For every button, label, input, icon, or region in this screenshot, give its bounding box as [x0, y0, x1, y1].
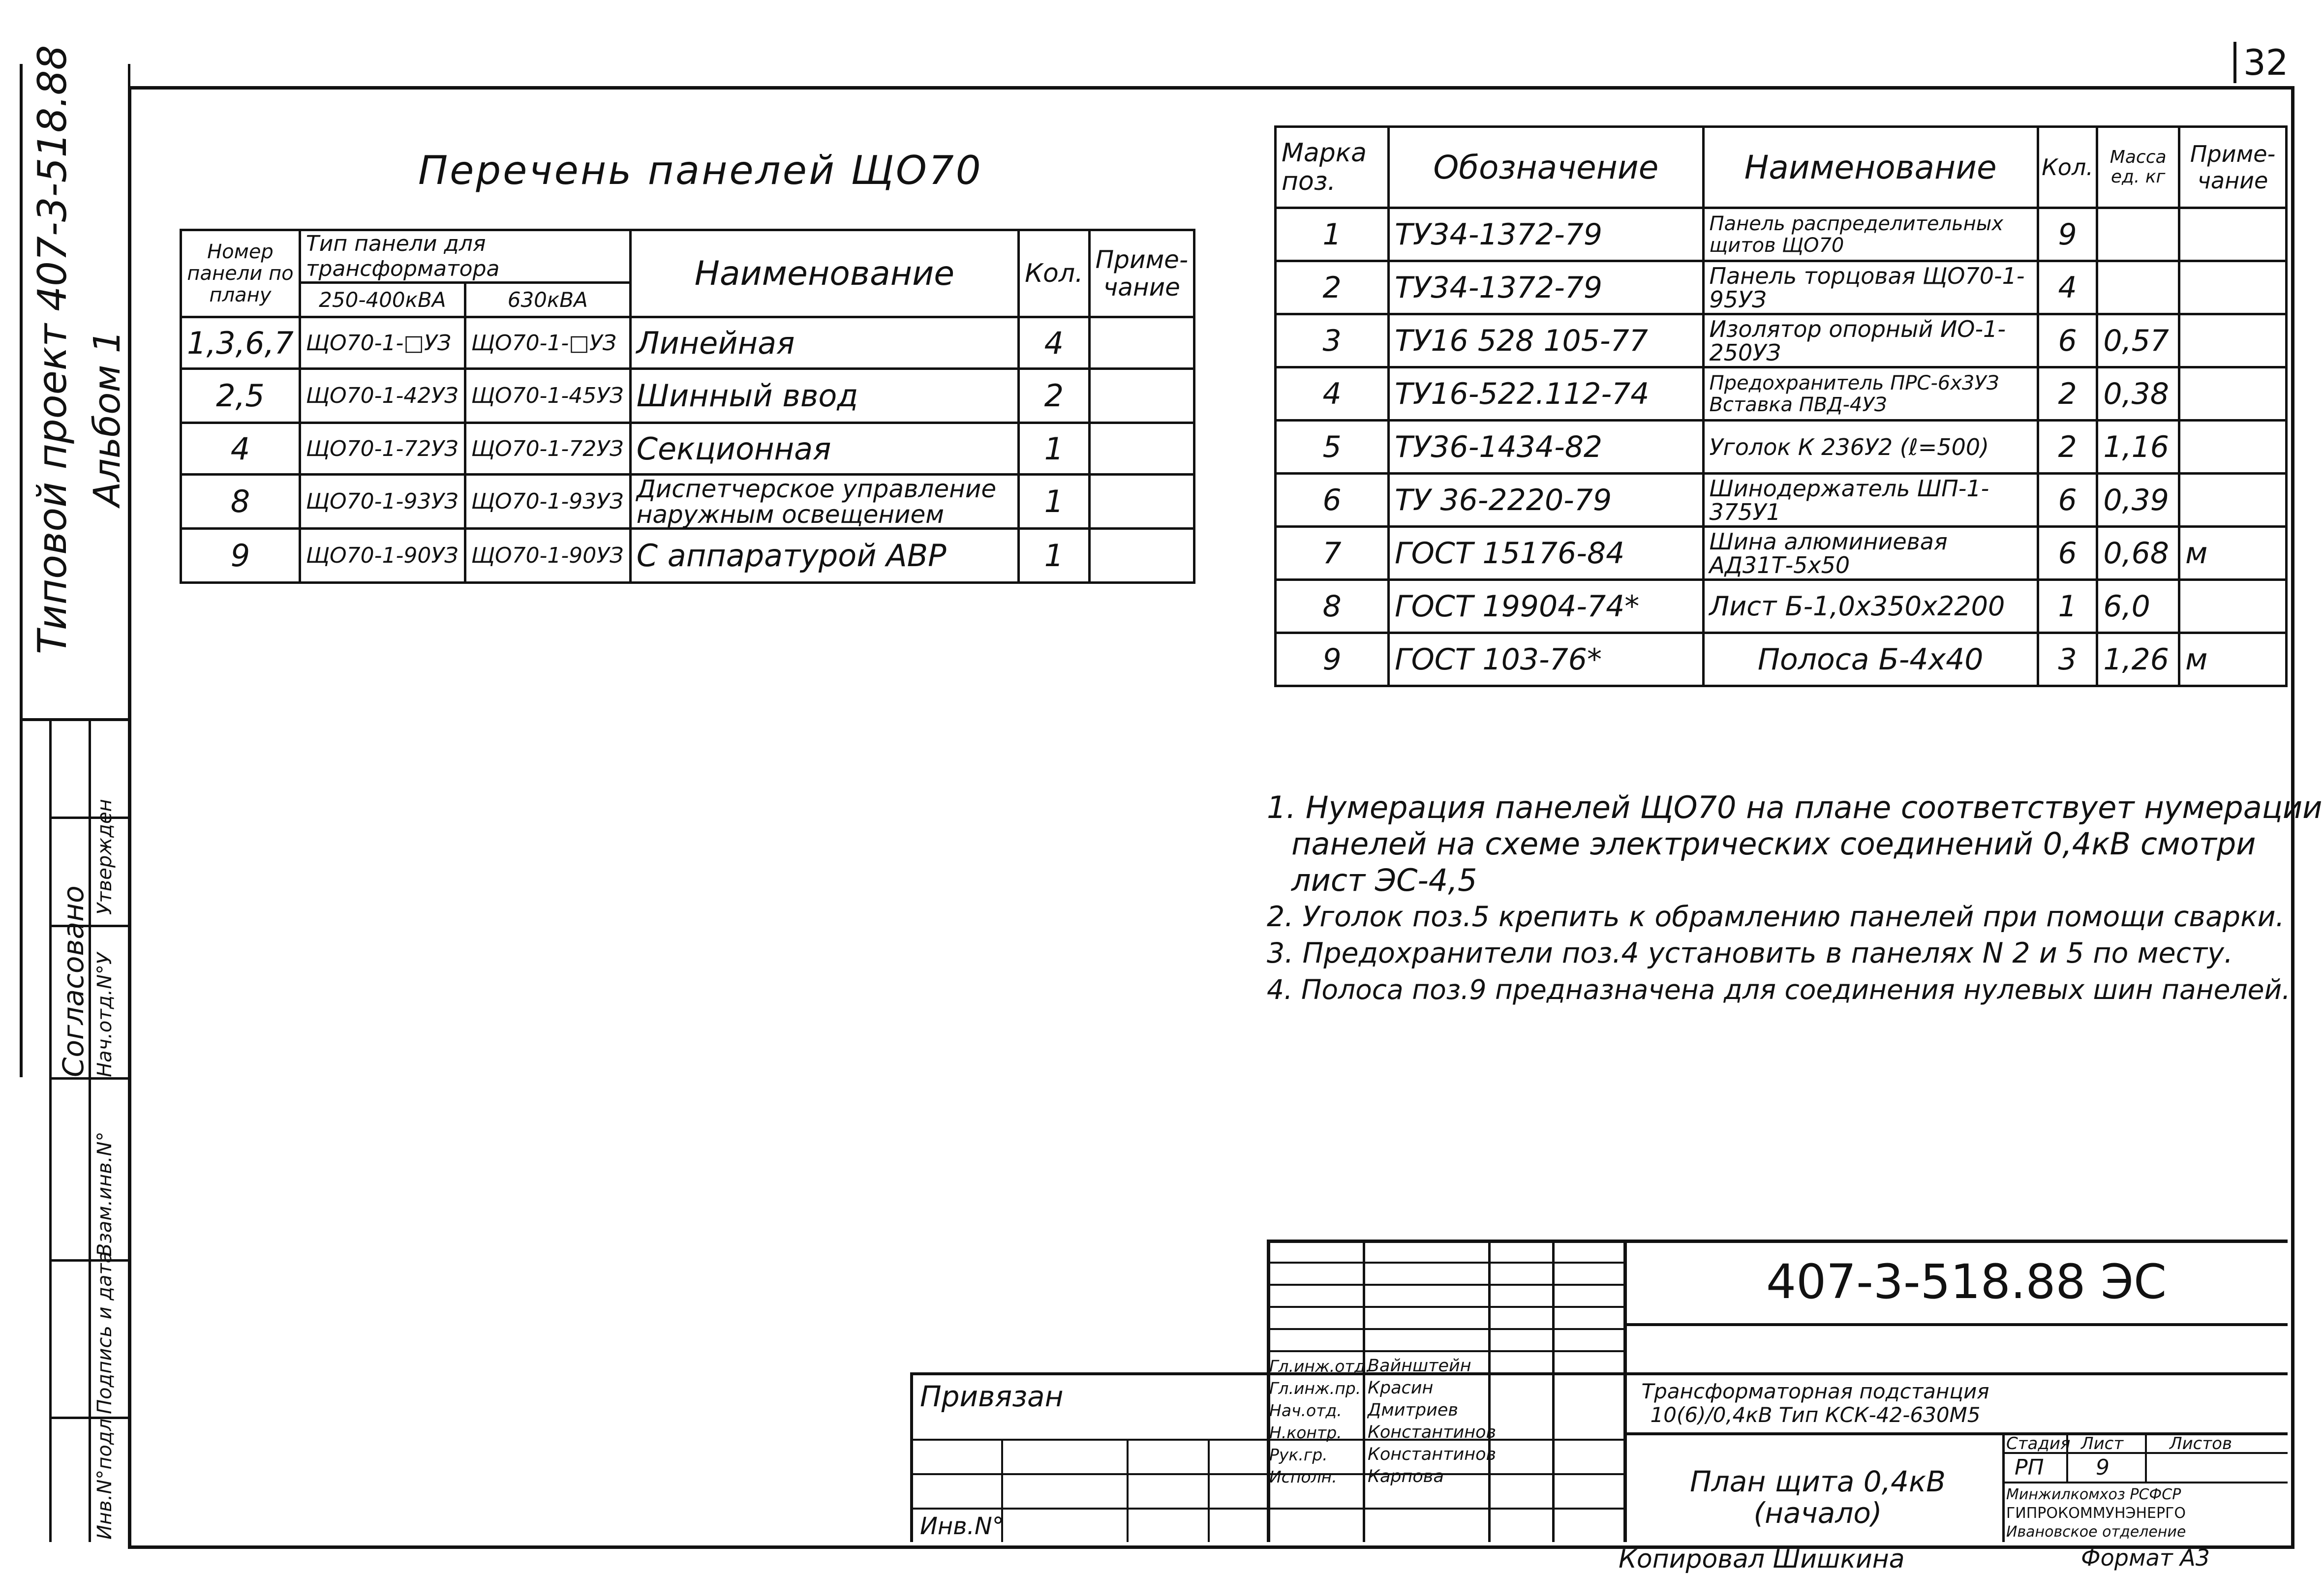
name-label: Вайнштейн — [1368, 1356, 1471, 1376]
cell-qty: 2 — [2038, 421, 2097, 474]
header-designation: Обозначение — [1389, 127, 1703, 208]
cell-note — [2179, 474, 2287, 527]
table-row — [181, 529, 1194, 583]
format-label: Формат А3 — [2081, 1544, 2210, 1571]
cell-mass: 0,57 — [2097, 314, 2179, 367]
table-row — [1276, 367, 2287, 421]
cell-type-b: ЩО70-1-72УЗ — [465, 423, 630, 475]
cell-note — [2179, 421, 2287, 474]
copied-by: Копировал Шишкина — [1619, 1544, 1905, 1574]
cell-type-a: ЩО70-1-72УЗ — [300, 423, 465, 475]
cell-mass — [2097, 261, 2179, 314]
cell-mass: 1,16 — [2097, 421, 2179, 474]
cell-name: Панель распределительных щитов ЩО70 — [1703, 208, 2038, 261]
org-line: Минжилкомхоз РСФСР — [2006, 1486, 2181, 1503]
name-label: Карпова — [1368, 1467, 1444, 1486]
cell-note — [1089, 475, 1194, 529]
replace-inv-label: Взам.инв.N° — [93, 1131, 116, 1257]
cell-num: 4 — [181, 423, 300, 475]
panels-table — [180, 229, 1195, 584]
cell-qty: 6 — [2038, 474, 2097, 527]
cell-designation: ТУ34-1372-79 — [1389, 208, 1703, 261]
doc-code: 407-3-518.88 ЭС — [1766, 1254, 2167, 1309]
cell-note: м — [2179, 633, 2287, 686]
cell-qty: 2 — [2038, 367, 2097, 421]
cell-pos: 5 — [1276, 421, 1389, 474]
cell-qty: 4 — [2038, 261, 2097, 314]
role-label: Гл.инж.пр. — [1269, 1379, 1361, 1398]
sign-date-label: Подпись и дата — [93, 1251, 116, 1414]
cell-mass: 6,0 — [2097, 580, 2179, 633]
sheet-title: План щита 0,4кВ (начало) — [1690, 1465, 1946, 1530]
cell-designation: ГОСТ 19904-74* — [1389, 580, 1703, 633]
cell-type-b: ЩО70-1-□УЗ — [465, 317, 630, 369]
cell-num: 9 — [181, 529, 300, 583]
cell-designation: ГОСТ 15176-84 — [1389, 527, 1703, 580]
role-label: Нач.отд. — [1269, 1401, 1342, 1420]
cell-pos: 1 — [1276, 208, 1389, 261]
cell-pos: 7 — [1276, 527, 1389, 580]
cell-num: 8 — [181, 475, 300, 529]
sidebar — [20, 45, 128, 1542]
cell-mass — [2097, 208, 2179, 261]
header-name: Наименование — [1703, 127, 2038, 208]
cell-num: 2,5 — [181, 369, 300, 423]
panels-list-title: Перечень панелей ЩО70 — [418, 148, 983, 193]
cell-qty: 9 — [2038, 208, 2097, 261]
cell-name: Полоса Б-4х40 — [1703, 633, 2038, 686]
table-row — [1276, 527, 2287, 580]
cell-qty: 2 — [1019, 369, 1090, 423]
cell-designation: ТУ34-1372-79 — [1389, 261, 1703, 314]
cell-designation: ТУ36-1434-82 — [1389, 421, 1703, 474]
cell-qty: 1 — [1019, 475, 1090, 529]
cell-pos: 6 — [1276, 474, 1389, 527]
header-type-a: 250-400кВА — [300, 283, 465, 317]
cell-pos: 8 — [1276, 580, 1389, 633]
table-row — [181, 317, 1194, 369]
table-row — [1276, 421, 2287, 474]
stage-value: РП — [2015, 1455, 2044, 1480]
cell-qty: 1 — [1019, 423, 1090, 475]
header-qty: Кол. — [1019, 230, 1090, 317]
table-row — [181, 423, 1194, 475]
cell-name: Предохранитель ПРС-6х3УЗ Вставка ПВД-4УЗ — [1703, 367, 2038, 421]
cell-pos: 4 — [1276, 367, 1389, 421]
table-row — [1276, 314, 2287, 367]
cell-note — [2179, 367, 2287, 421]
cell-qty: 3 — [2038, 633, 2097, 686]
cell-type-a: ЩО70-1-□УЗ — [300, 317, 465, 369]
cell-qty: 1 — [1019, 529, 1090, 583]
cell-mass: 1,26 — [2097, 633, 2179, 686]
org-line: Ивановское отделение — [2006, 1523, 2186, 1541]
cell-name: Уголок К 236У2 (ℓ=500) — [1703, 421, 2038, 474]
role-label: Исполн. — [1269, 1467, 1337, 1486]
table-row — [1276, 633, 2287, 686]
cell-note — [1089, 423, 1194, 475]
table-row — [1276, 580, 2287, 633]
header-qty: Кол. — [2038, 127, 2097, 208]
cell-mass: 0,38 — [2097, 367, 2179, 421]
cell-name: Шинный ввод — [630, 369, 1018, 423]
name-label: Красин — [1368, 1378, 1434, 1398]
header-num: Номер панели по плану — [181, 230, 300, 317]
cell-pos: 9 — [1276, 633, 1389, 686]
note-line: лист ЭС-4,5 — [1291, 862, 1477, 898]
inv-orig-label: Инв.N°подл — [93, 1418, 116, 1540]
cell-designation: ТУ16 528 105-77 — [1389, 314, 1703, 367]
cell-note — [2179, 314, 2287, 367]
sheet-label: Лист — [2081, 1434, 2124, 1453]
cell-note — [2179, 580, 2287, 633]
header-pos: Марка поз. — [1276, 127, 1389, 208]
cell-name: Линейная — [630, 317, 1018, 369]
privyazan-label: Привязан — [920, 1380, 1064, 1413]
cell-type-a: ЩО70-1-93УЗ — [300, 475, 465, 529]
name-label: Константинов — [1368, 1423, 1497, 1442]
cell-qty: 1 — [2038, 580, 2097, 633]
role-label: Гл.инж.отд. — [1269, 1357, 1371, 1376]
note-line: 3. Предохранители поз.4 установить в панелях N 2 и 5 по месту. — [1267, 937, 2233, 969]
org-line: ГИПРОКОММУНЭНЕРГО — [2006, 1505, 2186, 1522]
cell-note — [2179, 208, 2287, 261]
note-line: панелей на схеме электрических соединений 0,4кВ смотри — [1291, 826, 2256, 862]
page-number: 32 — [2233, 42, 2289, 83]
header-name: Наименование — [630, 230, 1018, 317]
header-type-group: Тип панели для трансформатора — [300, 230, 630, 283]
cell-designation: ТУ16-522.112-74 — [1389, 367, 1703, 421]
cell-name: Диспетчерское управление наружным освещением — [630, 475, 1018, 529]
cell-name: Шинодержатель ШП-1-375У1 — [1703, 474, 2038, 527]
cell-name: С аппаратурой АВР — [630, 529, 1018, 583]
header-note: Приме- чание — [2179, 127, 2287, 208]
project-title: Типовой проект 407-3-518.88 — [30, 45, 75, 654]
cell-name: Шина алюминиевая АД31Т-5х50 — [1703, 527, 2038, 580]
cell-name: Изолятор опорный ИО-1-250УЗ — [1703, 314, 2038, 367]
role-label: Н.контр. — [1269, 1423, 1342, 1442]
table-row — [181, 369, 1194, 423]
sheets-label: Листов — [2170, 1434, 2232, 1453]
roles-column — [1269, 1355, 1371, 1488]
name-label: Дмитриев — [1368, 1400, 1459, 1420]
spec-table — [1274, 125, 2288, 687]
cell-note: м — [2179, 527, 2287, 580]
sheet-value: 9 — [2096, 1455, 2110, 1480]
cell-qty: 6 — [2038, 527, 2097, 580]
cell-mass: 0,68 — [2097, 527, 2179, 580]
cell-pos: 3 — [1276, 314, 1389, 367]
table-row — [181, 475, 1194, 529]
stage-label: Стадия — [2006, 1434, 2071, 1453]
note-line: 4. Полоса поз.9 предназначена для соединения нулевых шин панелей. — [1267, 974, 2291, 1005]
album-label: Альбом 1 — [86, 330, 128, 507]
header-note: Приме- чание — [1089, 230, 1194, 317]
cell-pos: 2 — [1276, 261, 1389, 314]
cell-mass: 0,39 — [2097, 474, 2179, 527]
cell-note — [1089, 369, 1194, 423]
title-block — [910, 1240, 2288, 1542]
cell-type-a: ЩО70-1-42УЗ — [300, 369, 465, 423]
cell-note — [1089, 529, 1194, 583]
table-row — [1276, 261, 2287, 314]
header-type-b: 630кВА — [465, 283, 630, 317]
cell-note — [1089, 317, 1194, 369]
cell-designation: ТУ 36-2220-79 — [1389, 474, 1703, 527]
name-label: Константинов — [1368, 1445, 1497, 1464]
cell-qty: 4 — [1019, 317, 1090, 369]
cell-qty: 6 — [2038, 314, 2097, 367]
cell-type-a: ЩО70-1-90УЗ — [300, 529, 465, 583]
cell-designation: ГОСТ 103-76* — [1389, 633, 1703, 686]
cell-name: Лист Б-1,0х350х2200 — [1703, 580, 2038, 633]
cell-type-b: ЩО70-1-45УЗ — [465, 369, 630, 423]
head-dept-label: Нач.отд.N°У — [93, 952, 116, 1077]
agreed-label: Согласовано — [57, 885, 90, 1077]
inv-no-label: Инв.N° — [920, 1513, 1004, 1540]
cell-name: Секционная — [630, 423, 1018, 475]
cell-num: 1,3,6,7 — [181, 317, 300, 369]
names-column — [1368, 1355, 1496, 1488]
cell-name: Панель торцовая ЩО70-1-95УЗ — [1703, 261, 2038, 314]
cell-type-b: ЩО70-1-93УЗ — [465, 475, 630, 529]
note-line: 1. Нумерация панелей ЩО70 на плане соответствует нумерации — [1267, 789, 2323, 825]
approved-label: Утвержден — [93, 799, 116, 915]
subject-text: Трансформаторная подстанция 10(6)/0,4кВ Тип КСК-42-630М5 — [1641, 1379, 1989, 1427]
notes — [1267, 789, 2323, 1008]
cell-note — [2179, 261, 2287, 314]
organization — [2006, 1485, 2186, 1542]
table-row — [1276, 474, 2287, 527]
cell-type-b: ЩО70-1-90УЗ — [465, 529, 630, 583]
note-line: 2. Уголок поз.5 крепить к обрамлению панелей при помощи сварки. — [1267, 901, 2285, 933]
header-mass: Масса ед. кг — [2097, 127, 2179, 208]
table-row — [1276, 208, 2287, 261]
role-label: Рук.гр. — [1269, 1445, 1328, 1464]
